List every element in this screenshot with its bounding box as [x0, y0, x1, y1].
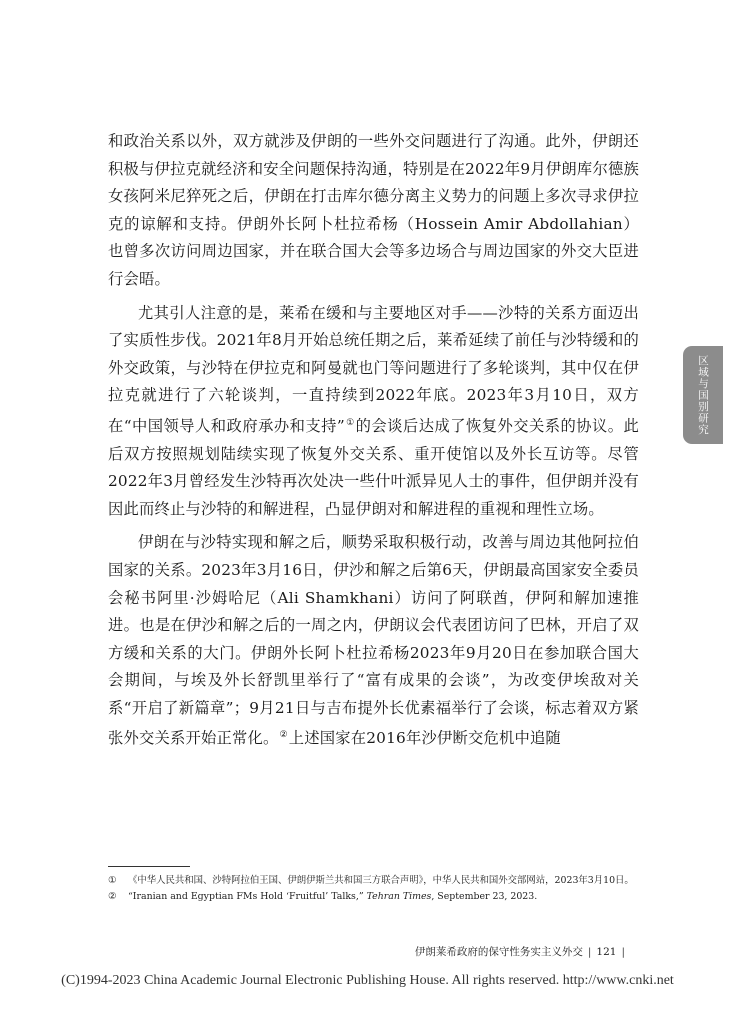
footnote-2-article-title: “Iranian and Egyptian FMs Hold ‘Fruitful’ Talks,”	[128, 890, 364, 902]
page-number: 121	[596, 946, 617, 958]
paragraph-1-text: 和政治关系以外，双方就涉及伊朗的一些外交问题进行了沟通。此外，伊朗还积极与伊拉克就经济和安全问题保持沟通，特别是在2022年9月伊朗库尔德族女孩阿米尼猝死之后，伊朗在打击库尔德分离主义势力的问题上多次寻求伊拉克的谅解和支持。伊朗外长阿卜杜拉希杨（Hossein Amir Abdollahian）也曾多次访问周边国家，并在联合国大会等多边场合与周边国家的外交大臣进行会晤。	[108, 132, 639, 288]
footnote-2-number: ②	[108, 890, 117, 902]
footer-separator-end: |	[621, 946, 625, 958]
footer-separator: |	[587, 946, 592, 958]
section-side-tab: 区域与国别研究	[683, 346, 723, 444]
paragraph-3	[108, 529, 639, 753]
footnote-2	[108, 890, 639, 904]
footnotes	[108, 874, 639, 905]
footnote-1-number: ①	[108, 875, 117, 886]
running-title: 伊朗莱希政府的保守性务实主义外交	[414, 946, 583, 958]
footnote-2-date: , September 23, 2023.	[431, 890, 538, 902]
paragraph-1	[108, 128, 639, 294]
footnote-2-publication: Tehran Times	[366, 890, 432, 902]
footnote-1-text: 《中华人民共和国、沙特阿拉伯王国、伊朗伊斯兰共和国三方联合声明》，中华人民共和国外交部网站，2023年3月10日。	[128, 875, 634, 886]
footnote-1	[108, 874, 639, 888]
footnote-ref-2[interactable]: ②	[279, 730, 288, 741]
article-body	[108, 128, 639, 753]
paragraph-2	[108, 300, 639, 524]
running-footer	[300, 944, 630, 959]
footnote-ref-1[interactable]: ①	[345, 417, 355, 428]
paragraph-2-text-a: 尤其引人注意的是，莱希在缓和与主要地区对手——沙特的关系方面迈出了实质性步伐。2021年8月开始总统任期之后，莱希延续了前任与沙特缓和的外交政策，与沙特在伊拉克和阿曼就也门等问题进行了多轮谈判，其中仅在伊拉克就进行了六轮谈判，一直持续到2022年底。2023年3月10日，双方在“中国领导人和政府承办和支持”	[108, 303, 639, 435]
paragraph-3-text-b: 上述国家在2016年沙伊断交危机中追随	[288, 729, 561, 748]
paragraph-2-text-b: 的会谈后达成了恢复外交关系的协议。此后双方按照规划陆续实现了恢复外交关系、重开使馆以及外长互访等。尽管2022年3月曾经发生沙特再次处决一些什叶派异见人士的事件，但伊朗并没有因此而终止与沙特的和解进程，凸显伊朗对和解进程的重视和理性立场。	[108, 416, 639, 518]
copyright-watermark: (C)1994-2023 China Academic Journal Electronic Publishing House. All rights reserved. http://www.cnki.net	[61, 973, 674, 988]
paragraph-3-text-a: 伊朗在与沙特实现和解之后，顺势采取积极行动，改善与周边其他阿拉伯国家的关系。2023年3月16日，伊沙和解之后第6天，伊朗最高国家安全委员会秘书阿里·沙姆哈尼（Ali Shamkhani）访问了阿联酋，伊阿和解加速推进。也是在伊沙和解之后的一周之内，伊朗议会代表团访问了巴林，开启了双方缓和关系的大门。伊朗外长阿卜杜拉希杨2023年9月20日在参加联合国大会期间，与埃及外长舒凯里举行了“富有成果的会谈”，为改变伊埃敌对关系“开启了新篇章”；9月21日与吉布提外长优素福举行了会谈，标志着双方紧张外交关系开始正常化。	[108, 533, 639, 748]
footnote-divider	[108, 866, 190, 867]
